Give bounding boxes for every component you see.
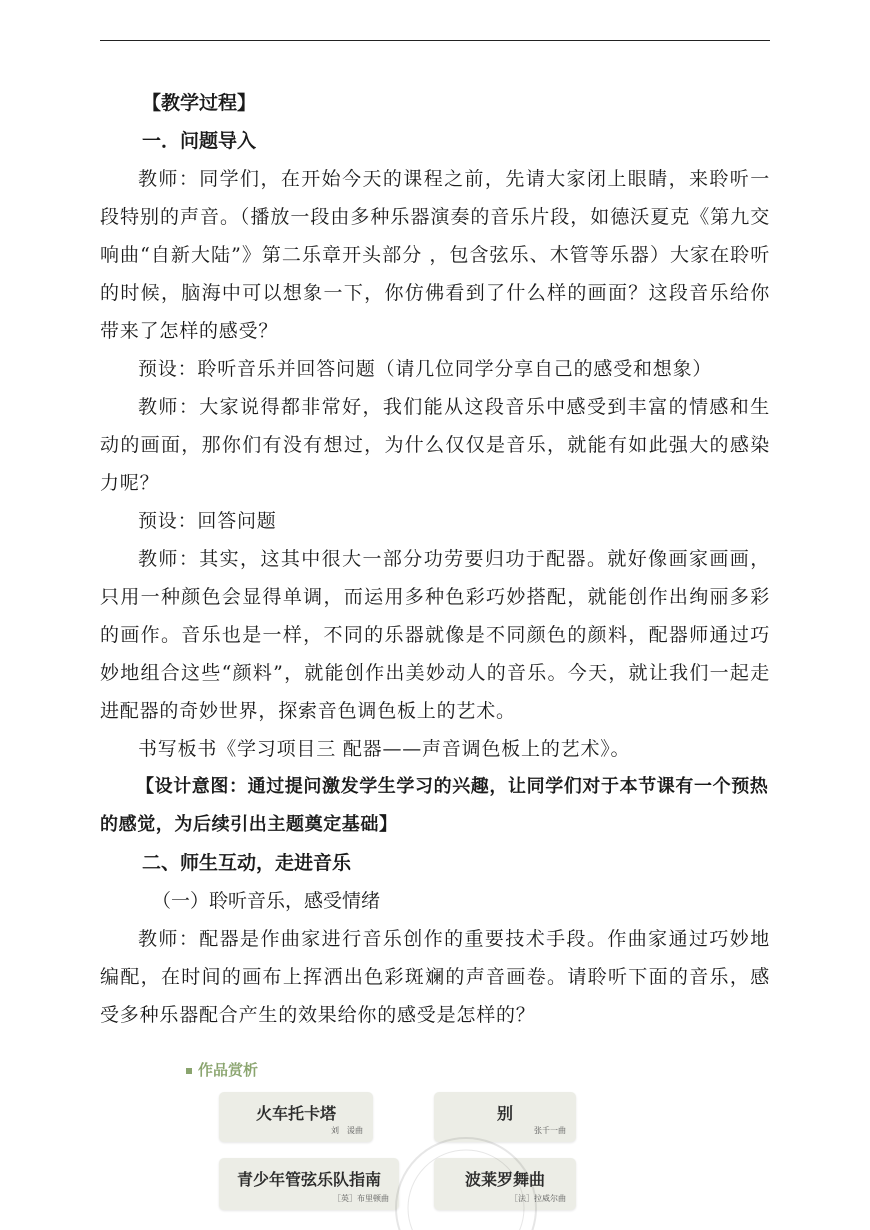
- showcase-title: 作品赏析: [186, 1058, 258, 1082]
- work-card: [434, 1092, 576, 1142]
- paragraph: 书写板书《学习项目三 配器——声音调色板上的艺术》。: [138, 738, 631, 760]
- header-rule: [100, 40, 770, 41]
- heading-section-one: 一．问题导入: [142, 130, 257, 152]
- paragraph: 预设：回答问题: [138, 510, 277, 532]
- paragraph: 教师：配器是作曲家进行音乐创作的重要技术手段。作曲家通过巧妙地编配，在时间的画布上挥洒出色彩斑斓的声音画卷。请聆听下面的音乐，感受多种乐器配合产生的效果给你的感受是怎样的？: [100, 928, 770, 1026]
- work-composer: ［英］布里顿曲: [333, 1194, 389, 1203]
- work-title: 青少年管弦乐队指南: [236, 1170, 381, 1189]
- work-card: [219, 1158, 399, 1210]
- works-showcase-figure: [186, 1058, 606, 1230]
- work-card: [219, 1092, 373, 1142]
- sub-heading-listen: （一）聆听音乐，感受情绪: [152, 890, 381, 912]
- paragraph: 教师：其实，这其中很大一部分功劳要归功于配器。就好像画家画画，只用一种颜色会显得单调，而运用多种色彩巧妙搭配，就能创作出绚丽多彩的画作。音乐也是一样，不同的乐器就像是不同颜色的颜料，配器师通过巧妙地组合这些“颜料”，就能创作出美妙动人的音乐。今天，就让我们一起走进配器的奇妙世界，探索音色调色板上的艺术。: [100, 548, 770, 722]
- work-card: [434, 1158, 576, 1210]
- work-composer: ［法］拉威尔曲: [510, 1194, 566, 1203]
- work-title: 火车托卡塔: [255, 1104, 336, 1123]
- document-body: [100, 84, 770, 1034]
- paragraph: 教师：同学们，在开始今天的课程之前，先请大家闭上眼睛，来聆听一段特别的声音。（播放一段由多种乐器演奏的音乐片段，如德沃夏克《第九交响曲“自新大陆”》第二乐章开头部分 ，包含弦乐、木管等乐器）大家在聆听的时候，脑海中可以想象一下，你仿佛看到了什么样的画面？这段音乐给你带来了怎样的感受？: [100, 168, 770, 342]
- work-composer: 刘 湲曲: [331, 1126, 363, 1135]
- work-composer: 张千一曲: [534, 1126, 566, 1135]
- square-bullet-icon: [186, 1068, 192, 1074]
- design-intent: 【设计意图：通过提问激发学生学习的兴趣，让同学们对于本节课有一个预热的感觉，为后续引出主题奠定基础】: [100, 776, 769, 835]
- heading-teaching-process: 【教学过程】: [142, 92, 257, 114]
- work-title: 别: [496, 1104, 513, 1123]
- heading-section-two: 二、师生互动，走进音乐: [142, 852, 352, 874]
- paragraph: 预设：聆听音乐并回答问题（请几位同学分享自己的感受和想象）: [138, 358, 713, 380]
- paragraph: 教师：大家说得都非常好，我们能从这段音乐中感受到丰富的情感和生动的画面，那你们有没有想过，为什么仅仅是音乐，就能有如此强大的感染力呢？: [100, 396, 770, 494]
- work-title: 波莱罗舞曲: [464, 1170, 545, 1189]
